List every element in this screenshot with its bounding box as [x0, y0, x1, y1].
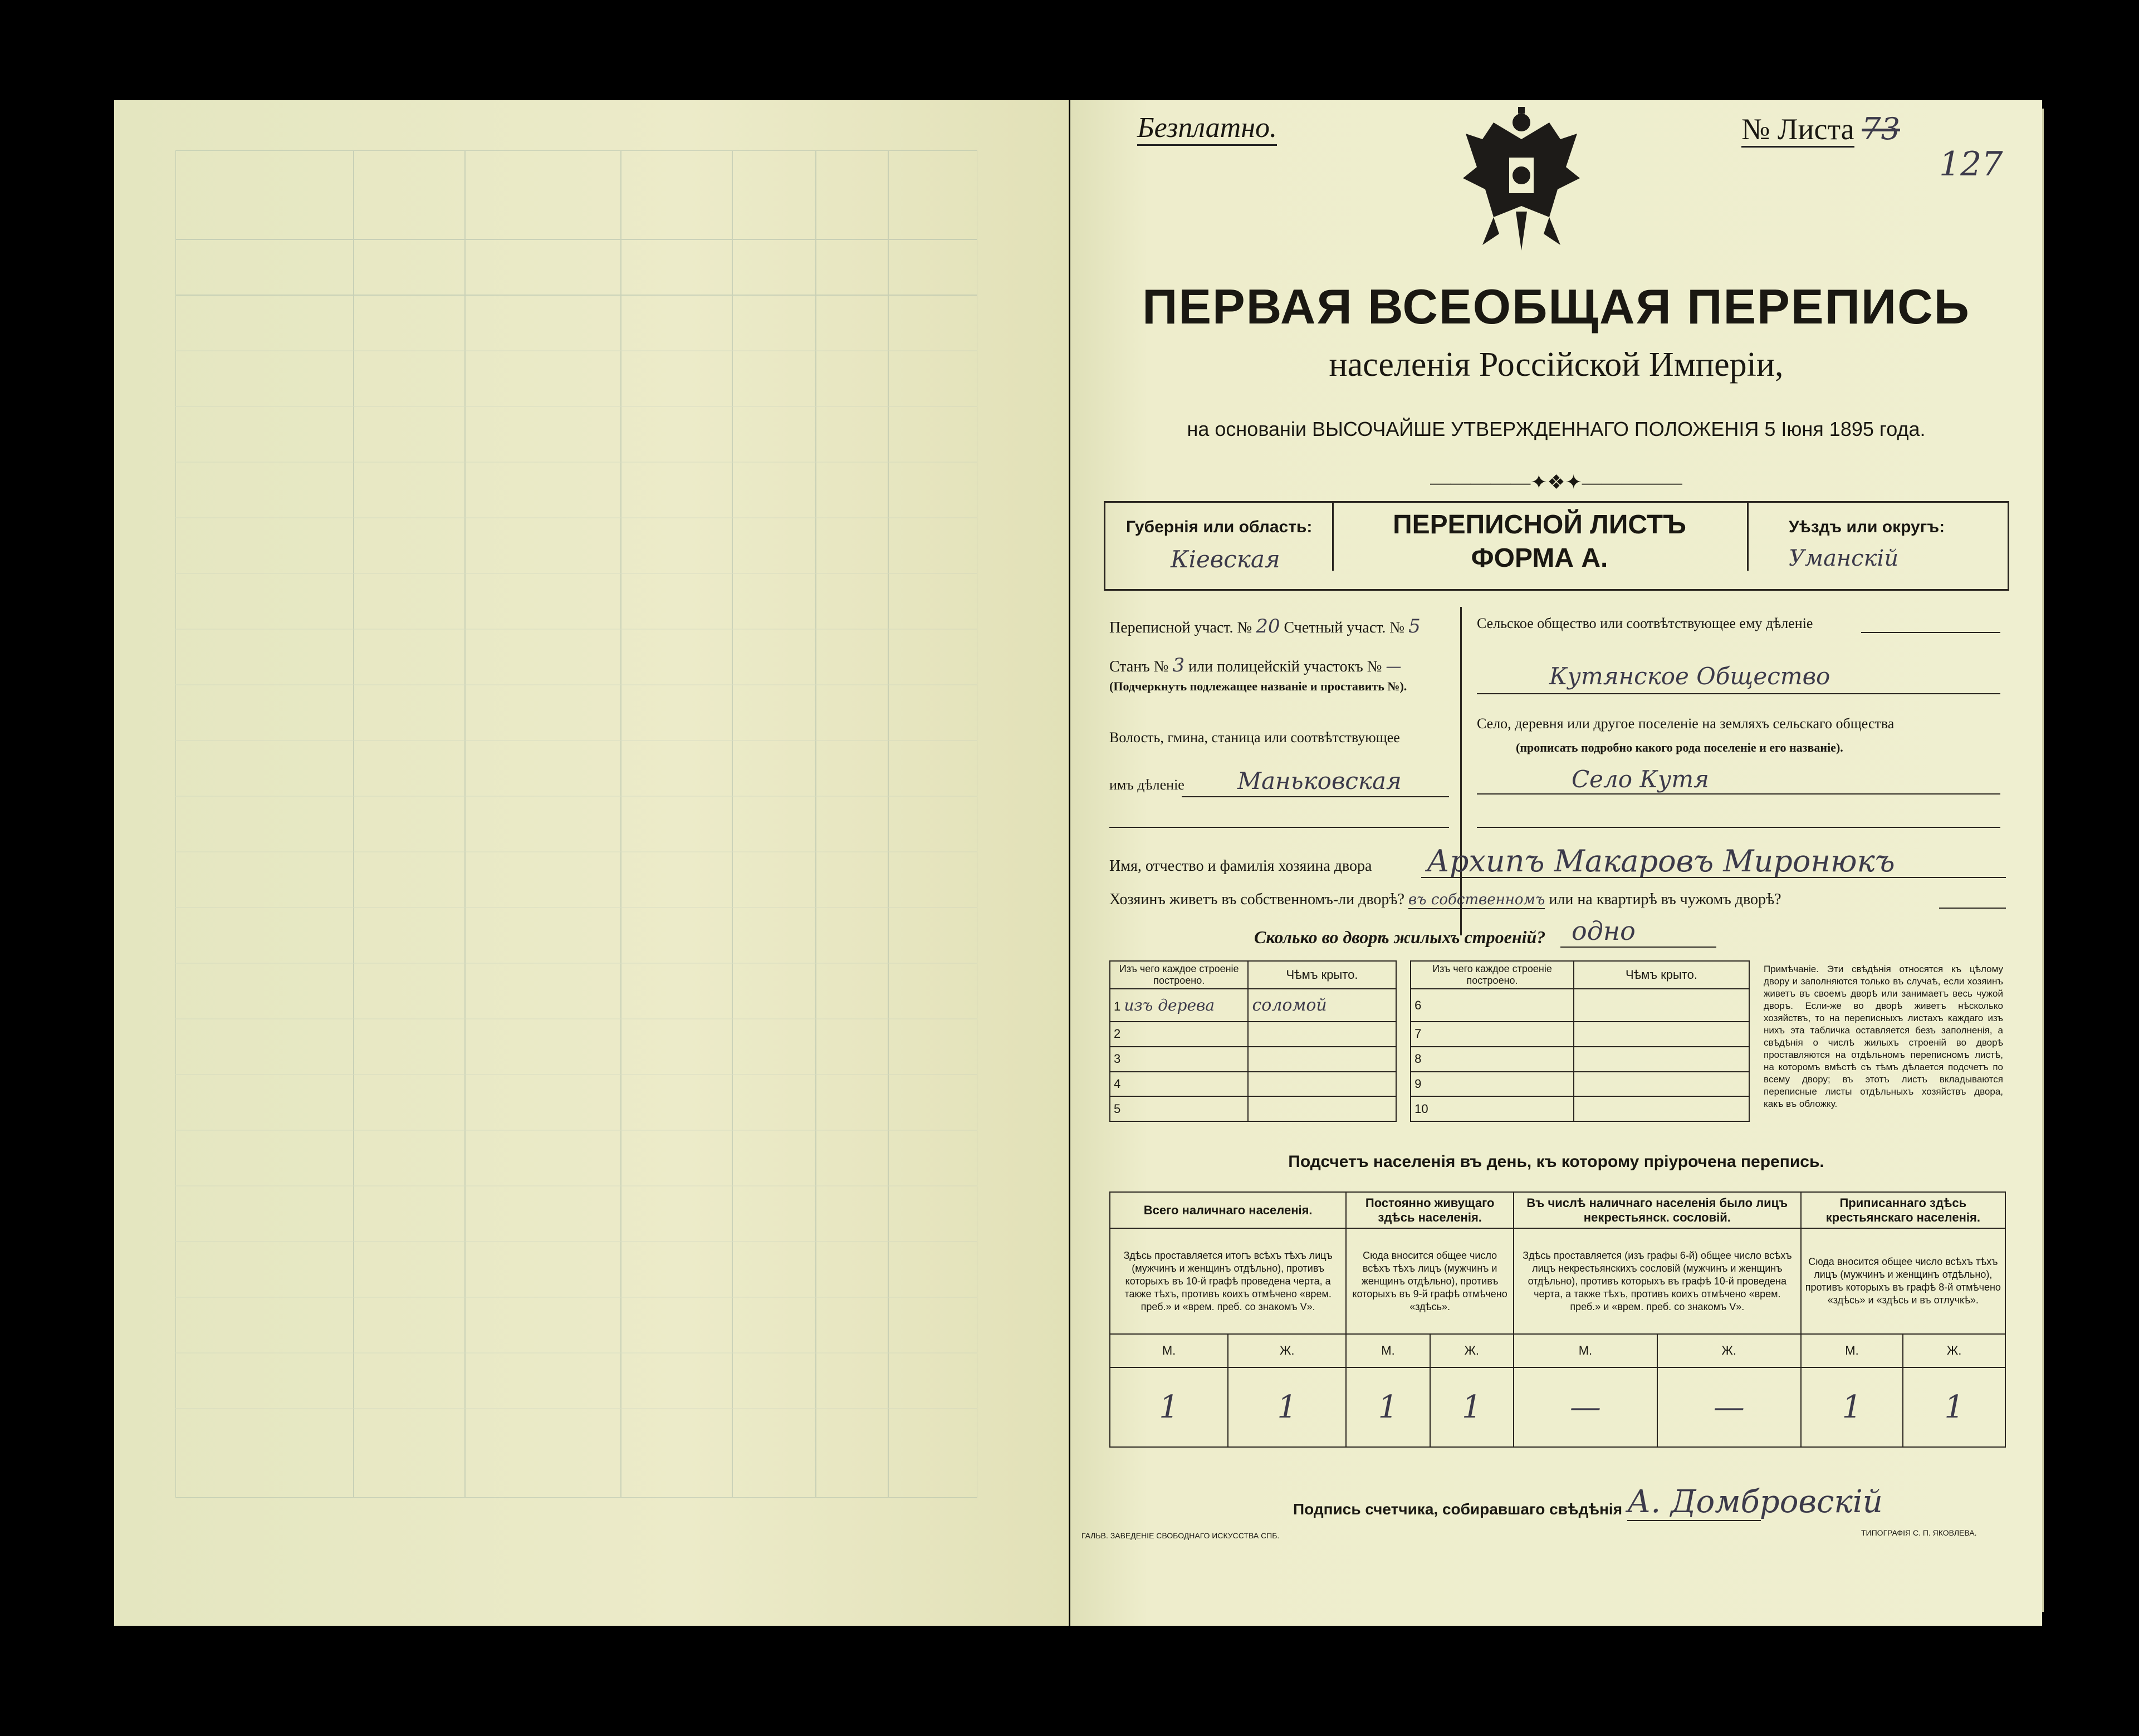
lives-label-1: Хозяинъ живетъ въ собственномъ-ли дворѣ?	[1109, 891, 1405, 908]
count-4-m: 1	[1801, 1367, 1903, 1447]
m-label: М.	[1801, 1334, 1903, 1367]
table-row: 2 7	[1110, 1022, 1749, 1047]
count-4-zh: 1	[1903, 1367, 2005, 1447]
owner-label: Имя, отчество и фамилія хозяина двора	[1109, 857, 1372, 875]
roof-header-2: Чѣмъ крыто.	[1574, 961, 1749, 989]
sheet-number-label: № Листа	[1741, 112, 1854, 148]
lives-label-2: или на квартирѣ въ чужомъ дворѣ?	[1549, 891, 1781, 908]
m-label: М.	[1514, 1334, 1657, 1367]
form-main-title: ПЕРВАЯ ВСЕОБЩАЯ ПЕРЕПИСЬ	[1142, 279, 1970, 334]
roof-value: соломой	[1248, 989, 1396, 1022]
volost-label-2: имъ дѣленіе	[1109, 777, 1184, 793]
police-label: или полицейскій участокъ №	[1188, 658, 1382, 675]
count-col-1-head: Всего наличнаго населенія.	[1110, 1192, 1346, 1228]
form-title-line-1: ПЕРЕПИСНОЙ ЛИСТЪ	[1393, 510, 1686, 540]
table-row: 5 10	[1110, 1096, 1749, 1121]
count-1-zh: 1	[1228, 1367, 1346, 1447]
sheet-number-handwritten: 127	[1939, 145, 2003, 184]
gubernia-label: Губернія или область:	[1126, 518, 1313, 536]
count-1-m: 1	[1110, 1367, 1228, 1447]
perepisnoy-field	[1109, 615, 1421, 637]
village-label: Село, деревня или другое поселеніе на земляхъ сельскаго общества	[1477, 715, 1895, 732]
police-value: —	[1386, 657, 1402, 675]
stan-note: (Подчеркнуть подлежащее названіе и проставить №).	[1109, 679, 1407, 693]
sheet-number-struck: 73	[1862, 111, 1900, 146]
uezd-label: Уѣздъ или округъ:	[1789, 518, 1945, 536]
material-header: Изъ чего каждое строеніе построено.	[1110, 961, 1248, 989]
count-col-3-head: Въ числѣ наличнаго населенія было лицъ некрестьянск. сословій.	[1514, 1192, 1801, 1228]
show-through-grid	[175, 150, 977, 1498]
lives-field	[1109, 891, 1781, 909]
free-label: Безплатно.	[1137, 111, 1277, 146]
material-value: изъ дерева	[1124, 996, 1215, 1015]
uezd-value: Уманскій	[1789, 546, 1899, 571]
village-value: Село Кутя	[1572, 766, 1709, 793]
imperial-eagle-emblem	[1460, 106, 1583, 256]
perepisnoy-value: 20	[1256, 615, 1280, 637]
table-row: 1 изъ дерева соломой 6	[1110, 989, 1749, 1022]
count-col-4-desc: Сюда вносится общее число всѣхъ тѣхъ лицъ (мужчинъ и женщинъ отдѣльно), противъ которыхъ въ графѣ 8-й отмѣчено «здѣсь» и «здѣсь и въ отлучкѣ».	[1801, 1228, 2005, 1334]
buildings-table	[1109, 960, 1750, 1122]
count-3-zh: —	[1657, 1367, 1801, 1447]
zh-label: Ж.	[1430, 1334, 1514, 1367]
perepisnoy-label: Переписной участ. №	[1109, 619, 1252, 636]
printer-left: ГАЛЬВ. ЗАВЕДЕНІЕ СВОБОДНАГО ИСКУССТВА СПБ.	[1081, 1531, 1280, 1540]
zh-label: Ж.	[1903, 1334, 2005, 1367]
field-column-divider	[1460, 607, 1462, 935]
count-2-m: 1	[1346, 1367, 1430, 1447]
count-col-2-head: Постоянно живущаго здѣсь населенія.	[1346, 1192, 1514, 1228]
count-2-zh: 1	[1430, 1367, 1514, 1447]
ornament-divider: —————✦❖✦—————	[1430, 471, 1682, 493]
left-page	[114, 100, 1069, 1626]
owner-value: Архипъ Макаровъ Миронюкъ	[1427, 844, 1895, 879]
count-col-4-head: Приписаннаго здѣсь крестьянскаго населенія.	[1801, 1192, 2005, 1228]
stan-value: 3	[1172, 654, 1185, 676]
lives-value: въ собственномъ	[1408, 891, 1545, 908]
form-title-line-2: ФОРМА А.	[1471, 543, 1608, 573]
buildings-note: Примѣчаніе. Эти свѣдѣнія относятся къ цѣлому двору и заполняются только въ случаѣ, если хозяинъ живетъ въ своемъ дворѣ или занимаетъ весь чужой дворъ. Если-же во дворѣ живетъ нѣсколько хозяйствъ, то на переписныхъ листахъ каждаго изъ нихъ эта табличка оставляется безъ заполненія, а свѣдѣнія о числѣ жилыхъ строеній во дворѣ проставляются на отдѣльномъ переписномъ листѣ, на которомъ вмѣстѣ съ тѣмъ дѣлается подсчетъ по всему двору; въ этотъ листъ вкладываются переписные листы отдѣльныхъ хозяйствъ двора, какъ въ обложку.	[1764, 964, 2003, 1109]
m-label: М.	[1110, 1334, 1228, 1367]
material-header-2: Изъ чего каждое строеніе построено.	[1411, 961, 1574, 989]
table-row: 3 8	[1110, 1047, 1749, 1072]
table-row: 4 9	[1110, 1072, 1749, 1097]
zh-label: Ж.	[1228, 1334, 1346, 1367]
village-note: (прописать подробно какого рода поселеніе и его названіе).	[1516, 741, 1843, 754]
volost-value: Маньковская	[1237, 767, 1402, 795]
society-label: Сельское общество или соотвѣтствующее ему дѣленіе	[1477, 615, 1813, 631]
society-value: Кутянское Общество	[1549, 663, 1830, 690]
count-3-m: —	[1514, 1367, 1657, 1447]
form-subtitle: населенія Россійской Имперіи,	[1329, 346, 1784, 384]
gubernia-value: Кіевская	[1171, 546, 1280, 573]
buildings-value: одно	[1572, 916, 1636, 946]
count-col-2-desc: Сюда вносится общее число всѣхъ тѣхъ лицъ (мужчинъ и женщинъ отдѣльно), противъ которыхъ въ 9-й графѣ отмѣчено «здѣсь».	[1346, 1228, 1514, 1334]
population-count-table	[1109, 1191, 2006, 1448]
zh-label: Ж.	[1657, 1334, 1801, 1367]
count-col-3-desc: Здѣсь проставляется (изъ графы 6-й) общее число всѣхъ лицъ некрестьянскихъ сословій (мужчинъ и женщинъ отдѣльно), противъ которыхъ въ графѣ 10-й проведена черта, а также тѣхъ, противъ коихъ отмѣчено «врем. преб.» и «врем. преб. со знакомъ V».	[1514, 1228, 1801, 1334]
sheet-number	[1741, 111, 1900, 146]
m-label: М.	[1346, 1334, 1430, 1367]
census-form-page	[1070, 100, 2042, 1626]
form-basis: на основаніи ВЫСОЧАЙШЕ УТВЕРЖДЕННАГО ПОЛОЖЕНІЯ 5 Іюня 1895 года.	[1187, 418, 1926, 440]
count-section-title: Подсчетъ населенія въ день, къ которому пріурочена перепись.	[1288, 1153, 1824, 1171]
volost-label-1: Волость, гмина, станица или соотвѣтствующее	[1109, 729, 1400, 746]
printer-right: ТИПОГРАФІЯ С. П. ЯКОВЛЕВА.	[1861, 1528, 1977, 1537]
buildings-label: Сколько во дворѣ жилыхъ строеній?	[1254, 927, 1546, 947]
schetny-label: Счетный участ. №	[1284, 619, 1405, 636]
signature-label: Подпись счетчика, собиравшаго свѣдѣнія	[1293, 1500, 1623, 1518]
stan-field	[1109, 654, 1401, 676]
roof-header: Чѣмъ крыто.	[1248, 961, 1396, 989]
stan-label: Станъ №	[1109, 658, 1169, 675]
count-col-1-desc: Здѣсь проставляется итогъ всѣхъ тѣхъ лицъ (мужчинъ и женщинъ отдѣльно), противъ которыхъ въ 10-й графѣ проведена черта, а также тѣхъ, противъ коихъ отмѣчено «врем. преб.» и «врем. преб. со знакомъ V».	[1110, 1228, 1346, 1334]
schetny-value: 5	[1408, 615, 1421, 637]
signature-value: А. Домбровскій	[1627, 1484, 1883, 1520]
